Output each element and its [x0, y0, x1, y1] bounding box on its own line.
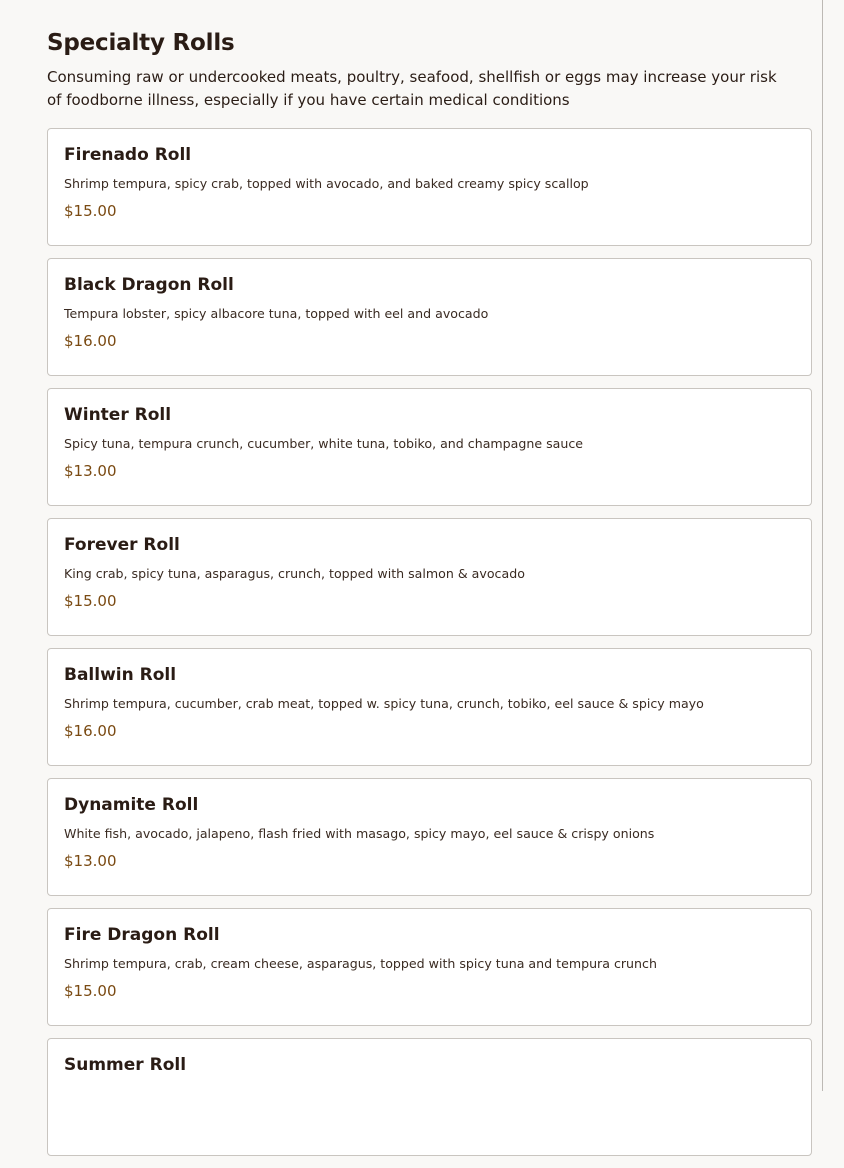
menu-item-card[interactable] — [47, 128, 812, 246]
menu-item-price: $15.00 — [64, 982, 117, 1000]
food-safety-disclaimer: Consuming raw or undercooked meats, poultry, seafood, shellfish or eggs may increase your risk of foodborne illness, especially if you have certain medical conditions — [47, 68, 777, 109]
menu-item-description: Shrimp tempura, spicy crab, topped with avocado, and baked creamy spicy scallop — [64, 176, 589, 191]
menu-item-description: Shrimp tempura, cucumber, crab meat, topped w. spicy tuna, crunch, tobiko, eel sauce & spicy mayo — [64, 696, 704, 711]
menu-item-card[interactable] — [47, 778, 812, 896]
menu-item-price: $13.00 — [64, 852, 117, 870]
menu-item-description: King crab, spicy tuna, asparagus, crunch, topped with salmon & avocado — [64, 566, 525, 581]
content-right-border — [822, 0, 823, 1091]
menu-item-card[interactable] — [47, 388, 812, 506]
section-title: Specialty Rolls — [47, 30, 235, 56]
menu-item-name: Winter Roll — [64, 405, 172, 425]
menu-item-card[interactable] — [47, 908, 812, 1026]
menu-item-description: Spicy tuna, tempura crunch, cucumber, white tuna, tobiko, and champagne sauce — [64, 436, 584, 451]
menu-item-card[interactable] — [47, 1038, 812, 1156]
menu-item-price: $13.00 — [64, 462, 117, 480]
menu-section-specialty-rolls — [47, 0, 812, 1168]
menu-item-card[interactable] — [47, 518, 812, 636]
menu-item-price: $16.00 — [64, 332, 117, 350]
menu-item-description: White fish, avocado, jalapeno, flash fried with masago, spicy mayo, eel sauce & crispy onions — [64, 826, 655, 841]
menu-item-name: Ballwin Roll — [64, 665, 177, 685]
menu-item-card[interactable] — [47, 258, 812, 376]
menu-item-list — [47, 128, 812, 1156]
menu-item-name: Forever Roll — [64, 535, 180, 555]
menu-item-card[interactable] — [47, 648, 812, 766]
menu-item-name: Dynamite Roll — [64, 795, 199, 815]
menu-item-name: Black Dragon Roll — [64, 275, 234, 295]
menu-item-price: $16.00 — [64, 722, 117, 740]
menu-item-description: Tempura lobster, spicy albacore tuna, topped with eel and avocado — [64, 306, 489, 321]
menu-item-name: Fire Dragon Roll — [64, 925, 220, 945]
menu-item-price: $15.00 — [64, 592, 117, 610]
menu-item-name: Firenado Roll — [64, 145, 192, 165]
menu-item-price: $15.00 — [64, 202, 117, 220]
menu-item-description: Shrimp tempura, crab, cream cheese, asparagus, topped with spicy tuna and tempura crunch — [64, 956, 657, 971]
menu-item-name: Summer Roll — [64, 1055, 187, 1075]
